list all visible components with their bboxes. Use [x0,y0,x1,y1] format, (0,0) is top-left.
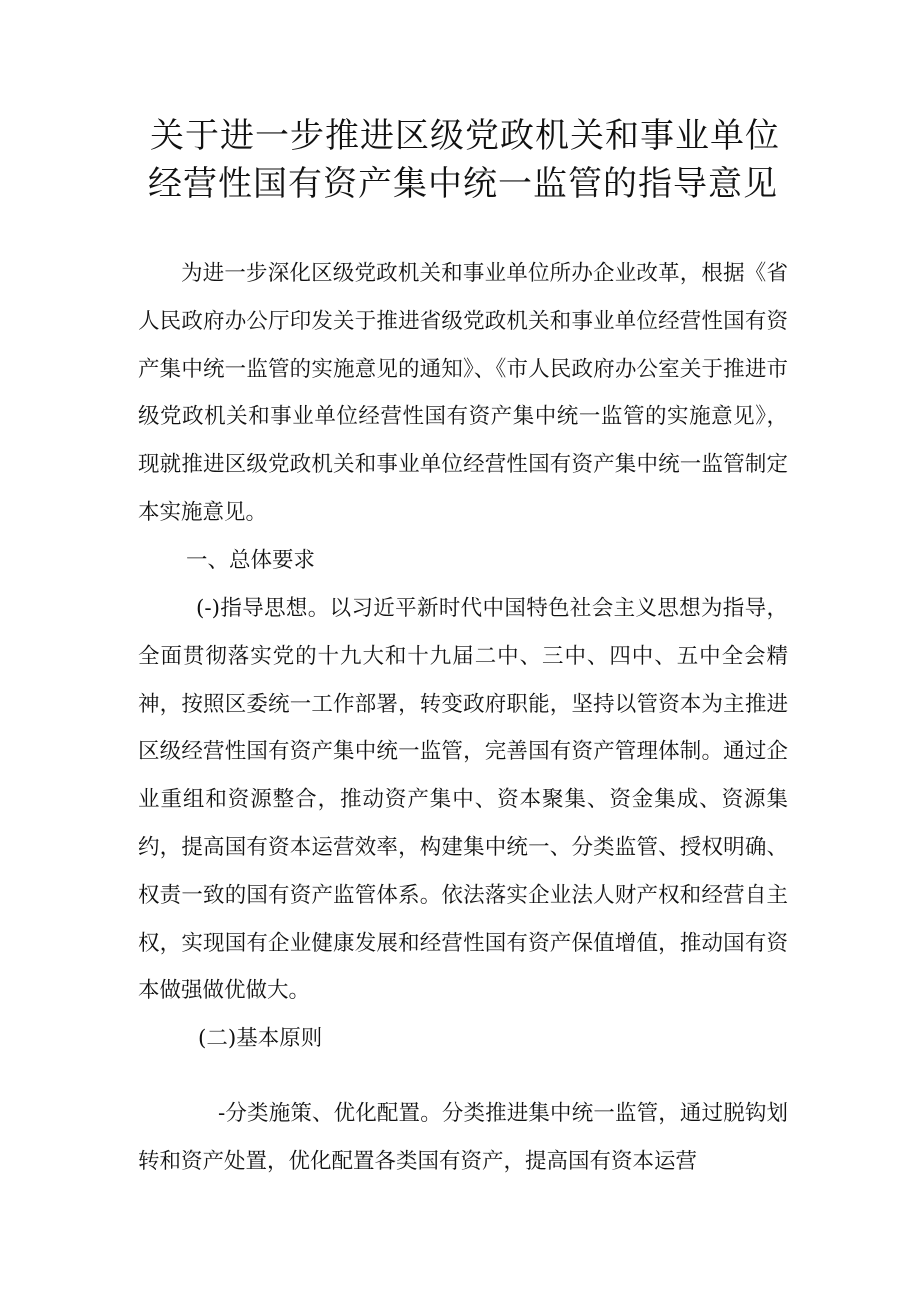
principle-paragraph-classified-policy: -分类施策、优化配置。分类推进集中统一监管，通过脱钩划转和资产处置，优化配置各类国有资产，提高国有资本运营 [138,1101,788,1174]
document-title [120,112,810,208]
title-line-2: 经营性国有资产集中统一监管的指导意见 [148,164,778,204]
title-line-1: 关于进一步推进区级党政机关和事业单位 [150,116,780,156]
section-heading-overall-requirements: 一、总体要求 [186,548,316,573]
subsection-heading-basic-principles: (二)基本原则 [198,1026,323,1051]
guiding-ideology-paragraph: (-)指导思想。以习近平新时代中国特色社会主义思想为指导，全面贯彻落实党的十九大和十九届二中、三中、四中、五中全会精神，按照区委统一工作部署，转变政府职能，坚持以管资本为主推进区级经营性国有资产集中统一监管，完善国有资产管理体制。通过企业重组和资源整合，推动资产集中、资本聚集、资金集成、资源集约，提高国有资本运营效率，构建集中统一、分类监管、授权明确、权责一致的国有资产监管体系。依法落实企业法人财产权和经营自主权，实现国有企业健康发展和经营性国有资产保值增值，推动国有资本做强做优做大。 [138,596,788,1004]
intro-paragraph: 为进一步深化区级党政机关和事业单位所办企业改革，根据《省人民政府办公厅印发关于推进省级党政机关和事业单位经营性国有资产集中统一监管的实施意见的通知》、《市人民政府办公室关于推进市级党政机关和事业单位经营性国有资产集中统一监管的实施意见》，现就推进区级党政机关和事业单位经营性国有资产集中统一监管制定本实施意见。 [138,261,788,525]
